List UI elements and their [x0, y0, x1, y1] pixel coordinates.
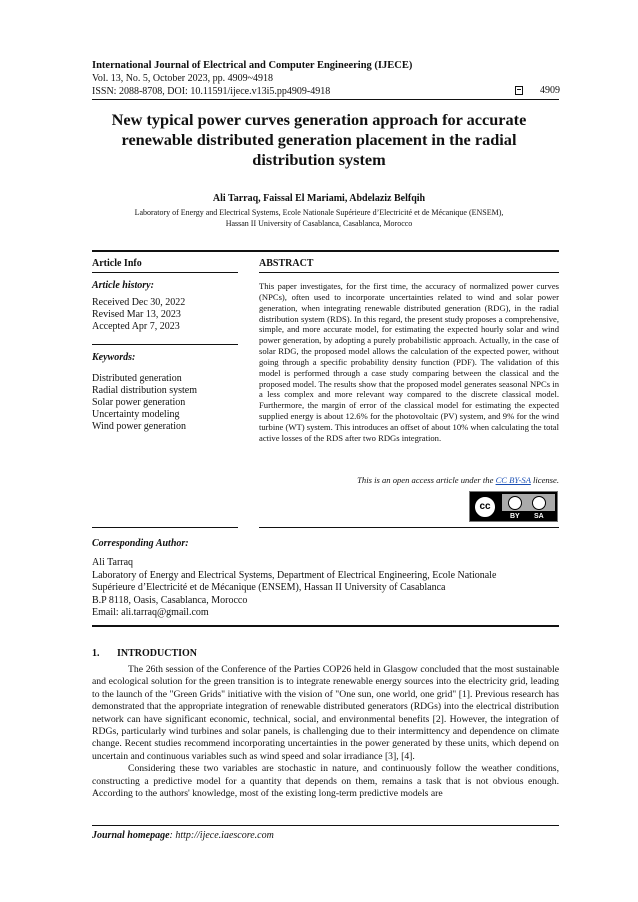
title-line: distribution system	[252, 150, 386, 169]
history-heading: Article history:	[92, 280, 154, 291]
license-prefix: This is an open access article under the	[357, 475, 496, 485]
keyword-item: Distributed generation	[92, 373, 182, 384]
affiliation-line: Laboratory of Energy and Electrical Systems, Ecole Nationale Supérieure d’Electricité et de Mécanique (ENSEM),	[134, 208, 504, 217]
corresponding-line: Supérieure d’Electricité et de Mécanique (ENSEM), Hassan II University of Casablanca	[92, 582, 446, 593]
section-rule	[92, 250, 559, 252]
authors: Ali Tarraq, Faissal El Mariami, Abdelaziz Belfqih	[212, 193, 426, 204]
cc-by-sa-icon[interactable]	[469, 491, 558, 522]
footer-rule	[92, 825, 559, 826]
issn-doi: ISSN: 2088-8708, DOI: 10.11591/ijece.v13i5.pp4909-4918	[92, 86, 331, 97]
page-number: 4909	[540, 85, 560, 96]
article-info-bottom-rule	[92, 527, 238, 528]
corresponding-line: B.P 8118, Oasis, Casablanca, Morocco	[92, 594, 248, 606]
paragraph: Considering these two variables are stochastic in nature, and continuously follow the weather conditions, constructing a predictive model for a quantity that depends on them, remains a task that is not obvious enough. According to the authors' knowledge, most of the existing long-term predictive models are	[92, 763, 559, 800]
keyword-item: Radial distribution system	[92, 385, 197, 396]
abstract-heading: ABSTRACT	[259, 258, 314, 269]
paper-title	[80, 110, 558, 170]
page-icon	[515, 86, 523, 95]
share-alike-icon	[532, 496, 546, 510]
title-line: New typical power curves generation approach for accurate	[111, 110, 527, 129]
keywords-heading: Keywords:	[92, 352, 136, 363]
license-line	[259, 475, 559, 485]
volume-info: Vol. 13, No. 5, October 2023, pp. 4909~4918	[92, 73, 274, 84]
abstract-bottom-rule	[259, 527, 559, 528]
corresponding-line: Laboratory of Energy and Electrical Systems, Department of Electrical Engineering, Ecole Nationale	[92, 569, 497, 581]
keyword-item: Wind power generation	[92, 421, 187, 432]
introduction-heading: 1. INTRODUCTION	[92, 648, 198, 659]
by-label: BY	[510, 513, 520, 520]
corresponding-heading: Corresponding Author:	[92, 538, 189, 549]
keyword-item: Uncertainty modeling	[92, 409, 180, 420]
license-suffix: license.	[530, 475, 559, 485]
journal-name: International Journal of Electrical and Computer Engineering (IJECE)	[92, 60, 413, 71]
article-info-rule	[92, 272, 238, 273]
header-rule	[92, 99, 559, 100]
introduction-body	[92, 664, 559, 800]
history-list	[92, 297, 185, 333]
by-person-icon	[508, 496, 522, 510]
history-item: Accepted Apr 7, 2023	[92, 321, 180, 332]
title-line: renewable distributed generation placement in the radial	[121, 130, 517, 149]
paragraph: The 26th session of the Conference of the Parties COP26 held in Glasgow concluded that the most sustainable and ecological solution for the green transition is to integrate renewable energy sources into the electricity grid, leading to the launch of the "Green Grids" initiative with the vision of "One sun, one world, one grid" [1]. Previous research has demonstrated that the appropriate integration of renewable distributed generators (RDGs) into the electrical distribution network can have significant economic, technical, social, and environmental benefits [2]. However, the integration of RDGs, particularly wind turbines and solar panels, is challenging due to their intermittency and dependence on climate change. Recent studies recommend incorporating uncertainties in the power generated by these units, which depend on uncertain and continuous variables such as wind speed and solar irradiance [3], [4].	[92, 664, 559, 762]
homepage-url[interactable]: : http://ijece.iaescore.com	[169, 830, 274, 841]
affiliation-line: Hassan II University of Casablanca, Casablanca, Morocco	[225, 219, 413, 228]
abstract-text: This paper investigates, for the first time, the accuracy of normalized power curves (NPCs), often used to incorporate uncertainties related to wind and solar power generation, when integrating renewable distributed generation (RDG), in the radial distribution system (RDS). In this regard, the present study proposes a comprehensive, simple, and more accurate model, for estimating the expected hourly solar and wind power generation, by adopting a purely probabilistic approach. Actually, in the case of solar RDG, the proposed model allows the calculation of the expected power, without going through a specific probability density function (PDF). The validation of this model is performed through a case study comparing between the classical and the proposed model. The results show that the proposed model generates seasonal NPCs in a less complex and more relevant way compared to the discrete classical model. Furthermore, the margin of error of the classical model for estimating the expected supplied energy is about 12.6% for the photovoltaic (PV) system, and 9% for the wind turbine (WT) system. This introduces an offset of about 10% when calculating the total active losses of the RDS after two RDGs integration.	[259, 281, 559, 443]
article-info-heading: Article Info	[92, 258, 142, 269]
history-item: Received Dec 30, 2022	[92, 297, 186, 308]
abstract-rule	[259, 272, 559, 273]
history-item: Revised Mar 13, 2023	[92, 309, 181, 320]
keywords-rule	[92, 344, 238, 345]
journal-homepage	[92, 830, 274, 841]
corresponding-line: Email: ali.tarraq@gmail.com	[92, 607, 209, 618]
corresponding-block	[92, 557, 559, 620]
keyword-item: Solar power generation	[92, 397, 186, 408]
section-end-rule	[92, 625, 559, 627]
corresponding-line: Ali Tarraq	[92, 557, 134, 568]
sa-label: SA	[534, 513, 544, 520]
affiliation	[80, 207, 558, 229]
license-link[interactable]: CC BY-SA	[495, 475, 531, 485]
homepage-label: Journal homepage	[92, 830, 170, 841]
keywords-list	[92, 373, 197, 433]
cc-logo-icon: cc	[473, 495, 497, 519]
